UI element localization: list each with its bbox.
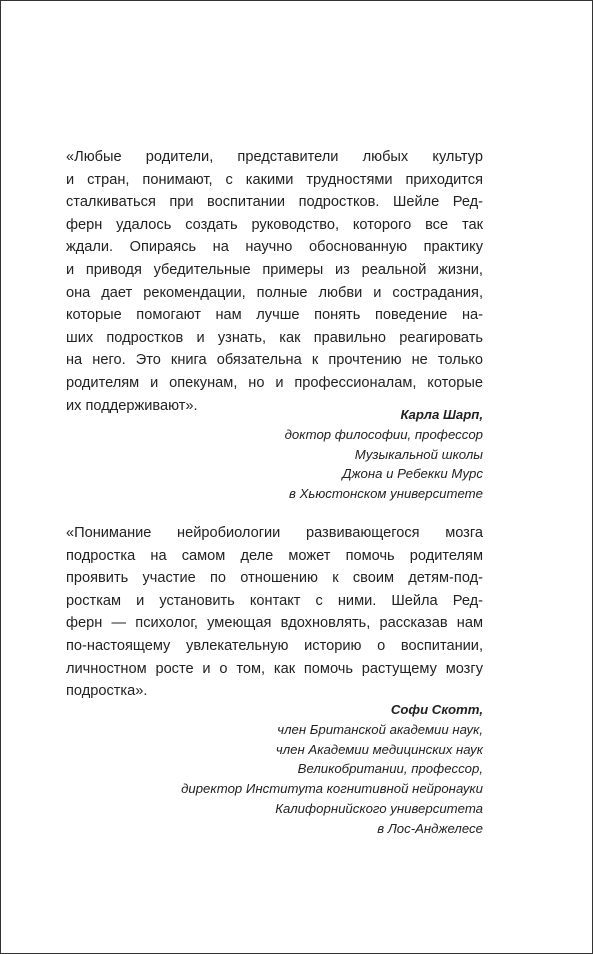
quote-line: по-настоящему увлекательную историю о воспитании,	[66, 637, 483, 654]
quote-line: родителям и опекунам, но и профессионалам, которые	[66, 374, 483, 391]
quote-line: «Любые родители, представители любых культур	[66, 149, 483, 165]
quote-line: личностном росте и о том, как помочь растущему мозгу	[66, 660, 483, 677]
author-name: Софи Скотт,	[390, 702, 483, 717]
author-affiliation-line: в Хьюстонском университете	[289, 486, 483, 502]
quote-line: которые помогают нам лучше понять поведение на-	[66, 307, 483, 324]
author-affiliation-line: член Британской академии наук,	[277, 721, 483, 737]
quote-line: подростка».	[66, 683, 148, 700]
author-affiliation-line: директор Института когнитивной нейронауки	[181, 781, 483, 797]
quote-line: проявить участие по отношению к своим детям-под-	[66, 570, 483, 587]
testimonial-attribution-1	[66, 405, 483, 504]
quote-line: сталкиваться при воспитании подростков. Шейле Ред-	[66, 194, 483, 211]
quote-line: и стран, понимают, с какими трудностями приходится	[66, 171, 483, 188]
testimonial-attribution-2	[66, 700, 483, 839]
quote-line: на него. Это книга обязательна к прочтению не только	[66, 352, 483, 369]
testimonial-quote-1	[66, 146, 483, 417]
quote-line: их поддерживают».	[66, 397, 198, 414]
quote-line: росткам и установить контакт с ними. Шейла Ред-	[66, 592, 483, 609]
quote-line: ферн — психолог, умеющая вдохновлять, рассказав нам	[66, 615, 483, 632]
author-affiliation-line: в Лос-Анджелесе	[377, 820, 483, 836]
author-affiliation-line: Музыкальной школы	[354, 446, 483, 462]
author-affiliation-line: член Академии медицинских наук	[275, 741, 483, 757]
quote-line: и приводя убедительные примеры из реальной жизни,	[66, 261, 483, 278]
quote-line: ших подростков и узнать, как правильно реагировать	[66, 329, 483, 346]
quote-line: подростка на самом деле может помочь родителям	[66, 547, 483, 564]
author-affiliation-line: доктор философии, профессор	[284, 426, 483, 442]
author-affiliation-line: Джона и Ребекки Мурс	[342, 466, 483, 482]
quote-line: ждали. Опираясь на научно обоснованную практику	[66, 239, 483, 256]
quote-line: она дает рекомендации, полные любви и сострадания,	[66, 284, 483, 301]
author-affiliation-line: Великобритании, профессор,	[297, 761, 483, 777]
testimonial-quote-2	[66, 522, 483, 703]
quote-line: «Понимание нейробиологии развивающегося мозга	[66, 525, 483, 541]
author-name: Карла Шарп,	[400, 407, 483, 422]
author-affiliation-line: Калифорнийского университета	[275, 800, 483, 816]
quote-line: ферн удалось создать руководство, которого все так	[66, 216, 483, 233]
